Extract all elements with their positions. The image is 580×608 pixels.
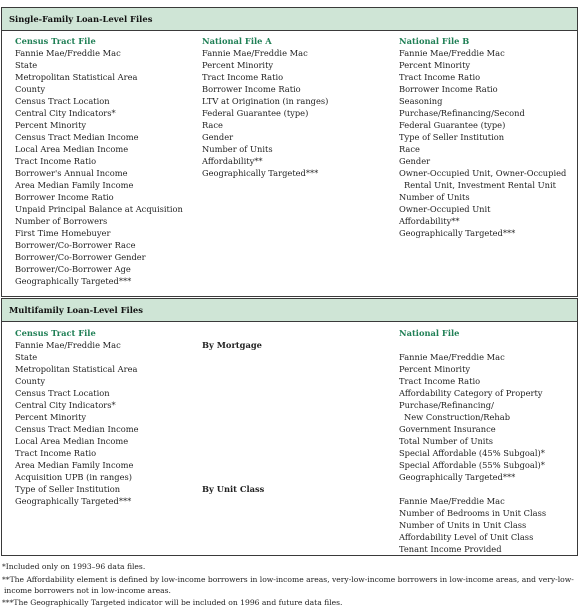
list-item: Type of Seller Institution xyxy=(399,132,505,142)
list-item: Percent Minority xyxy=(399,60,471,70)
sf-census-tract-heading: Census Tract File xyxy=(15,36,96,46)
list-item: Acquisition UPB (in ranges) xyxy=(15,472,132,482)
list-item: LTV at Origination (in ranges) xyxy=(202,96,329,106)
list-item: Race xyxy=(399,144,420,154)
sf-national-file-b-heading: National File B xyxy=(399,36,470,46)
list-item: Local Area Median Income xyxy=(15,436,129,446)
list-item: Affordability Level of Unit Class xyxy=(399,532,534,542)
list-item: Number of Units xyxy=(399,192,470,202)
sf-national-file-b-column xyxy=(399,35,566,239)
list-item: Special Affordable (45% Subgoal)* xyxy=(399,448,545,458)
list-item: Government Insurance xyxy=(399,424,496,434)
list-item: Central City Indicators* xyxy=(15,400,116,410)
list-item: Number of Borrowers xyxy=(15,216,108,226)
single-family-title: Single-Family Loan-Level Files xyxy=(2,8,577,31)
list-item: Affordability Category of Property xyxy=(399,388,543,398)
list-item: Number of Units in Unit Class xyxy=(399,520,527,530)
list-item: Geographically Targeted*** xyxy=(202,168,319,178)
list-item: Purchase/Refinancing/ xyxy=(399,400,494,410)
list-item: Census Tract Location xyxy=(15,388,110,398)
list-item: Unpaid Principal Balance at Acquisition xyxy=(15,204,183,214)
list-item: First Time Homebuyer xyxy=(15,228,111,238)
list-item: Affordability** xyxy=(202,156,263,166)
single-family-section xyxy=(1,7,578,297)
list-item: Federal Guarantee (type) xyxy=(202,108,309,118)
list-item: Borrower Income Ratio xyxy=(15,192,114,202)
list-item: Fannie Mae/Freddie Mac xyxy=(399,48,505,58)
list-item: Borrower's Annual Income xyxy=(15,168,128,178)
list-item: Fannie Mae/Freddie Mac xyxy=(202,48,308,58)
list-item: Seasoning xyxy=(399,96,443,106)
mf-census-tract-column xyxy=(15,327,139,507)
list-item: Geographically Targeted*** xyxy=(399,472,516,482)
list-item: Metropolitan Statistical Area xyxy=(15,72,138,82)
list-item: Central City Indicators* xyxy=(15,108,116,118)
footnote-1: *Included only on 1993–96 data files. xyxy=(2,562,146,571)
sf-census-tract-column xyxy=(15,35,183,287)
list-item: State xyxy=(15,60,38,70)
list-item: Tract Income Ratio xyxy=(399,72,481,82)
list-item: Special Affordable (55% Subgoal)* xyxy=(399,460,545,470)
list-item: Percent Minority xyxy=(15,120,87,130)
list-item: Purchase/Refinancing/Second xyxy=(399,108,525,118)
list-item: Fannie Mae/Freddie Mac xyxy=(399,496,505,506)
list-item: Gender xyxy=(399,156,431,166)
list-item: Fannie Mae/Freddie Mac xyxy=(399,352,505,362)
list-item: Gender xyxy=(202,132,234,142)
list-spacer xyxy=(399,483,546,495)
list-item: Borrower/Co-Borrower Gender xyxy=(15,252,146,262)
list-item: State xyxy=(15,352,38,362)
list-item: Geographically Targeted*** xyxy=(399,228,516,238)
list-item: Race xyxy=(202,120,223,130)
list-item: Tenant Income Provided xyxy=(399,544,502,554)
list-item: Type of Seller Institution xyxy=(15,484,121,494)
mf-national-file-heading: National File xyxy=(399,328,460,338)
list-item: Fannie Mae/Freddie Mac xyxy=(15,340,121,350)
list-item: Local Area Median Income xyxy=(15,144,129,154)
list-item: Tract Income Ratio xyxy=(399,376,481,386)
list-item: Tract Income Ratio xyxy=(202,72,284,82)
list-item: Number of Bedrooms in Unit Class xyxy=(399,508,547,518)
footnote-2-line-1: **The Affordability element is defined by low-income borrowers in low-income areas, very-low-income borrowers in low-income areas, and very-low- xyxy=(2,575,574,584)
by-mortgage-label: By Mortgage xyxy=(202,340,262,350)
mf-national-file-column xyxy=(399,327,546,555)
footnote-2-line-2: income borrowers not in low-income areas. xyxy=(4,586,171,595)
list-item: Owner-Occupied Unit, Owner-Occupied xyxy=(399,168,567,178)
list-item: New Construction/Rehab xyxy=(404,412,511,422)
footnote-3: ***The Geographically Targeted indicator will be included on 1996 and future data files. xyxy=(2,598,343,607)
list-item: Tract Income Ratio xyxy=(15,156,97,166)
list-item: Census Tract Location xyxy=(15,96,110,106)
list-item: Number of Units xyxy=(202,144,273,154)
list-item: Federal Guarantee (type) xyxy=(399,120,506,130)
list-item: Area Median Family Income xyxy=(15,460,134,470)
list-item: Owner-Occupied Unit xyxy=(399,204,491,214)
list-item: Area Median Family Income xyxy=(15,180,134,190)
mf-by-mortgage-label-wrap xyxy=(202,339,262,351)
mf-census-tract-heading: Census Tract File xyxy=(15,328,96,338)
list-item: Fannie Mae/Freddie Mac xyxy=(15,48,121,58)
list-spacer xyxy=(399,339,546,351)
list-item: Percent Minority xyxy=(202,60,274,70)
list-item: County xyxy=(15,84,46,94)
list-item: Percent Minority xyxy=(399,364,471,374)
list-item: County xyxy=(15,376,46,386)
sf-national-file-a-heading: National File A xyxy=(202,36,272,46)
by-unit-class-label: By Unit Class xyxy=(202,484,265,494)
list-item: Metropolitan Statistical Area xyxy=(15,364,138,374)
list-item: Total Number of Units xyxy=(399,436,494,446)
list-item: Tract Income Ratio xyxy=(15,448,97,458)
list-item: Census Tract Median Income xyxy=(15,424,139,434)
sf-national-file-a-column xyxy=(202,35,328,179)
list-item: Geographically Targeted*** xyxy=(15,276,132,286)
list-item: Affordability** xyxy=(399,216,460,226)
list-item: Borrower Income Ratio xyxy=(202,84,301,94)
multifamily-title: Multifamily Loan-Level Files xyxy=(2,299,577,322)
list-item: Census Tract Median Income xyxy=(15,132,139,142)
list-item: Geographically Targeted*** xyxy=(15,496,132,506)
list-item: Percent Minority xyxy=(15,412,87,422)
list-item: Borrower Income Ratio xyxy=(399,84,498,94)
list-item: Borrower/Co-Borrower Age xyxy=(15,264,131,274)
list-item: Borrower/Co-Borrower Race xyxy=(15,240,136,250)
mf-by-unit-class-label-wrap xyxy=(202,483,264,495)
list-item: Rental Unit, Investment Rental Unit xyxy=(404,180,556,190)
multifamily-section xyxy=(1,298,578,556)
